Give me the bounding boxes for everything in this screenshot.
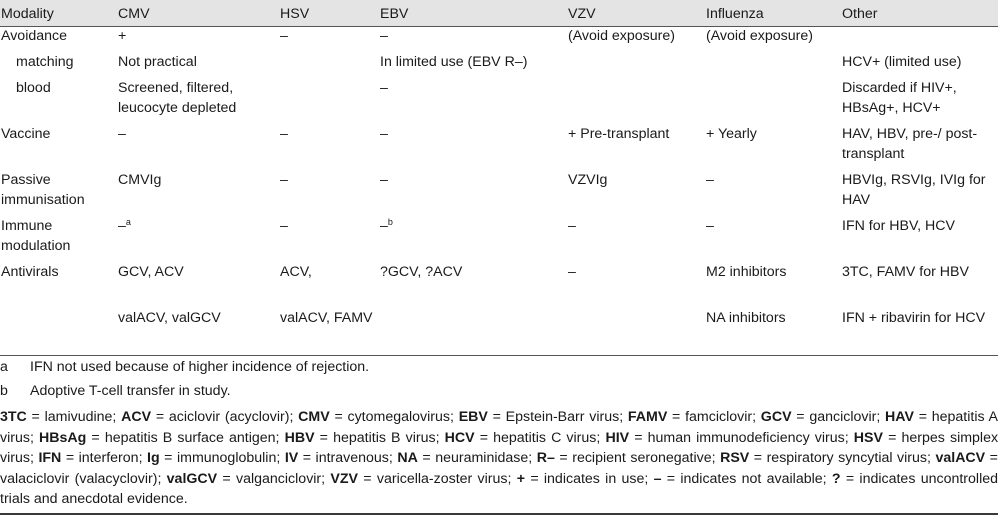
- modality-cell: [0, 308, 118, 354]
- col-header: Other: [842, 6, 878, 22]
- cell-text: + Yearly: [706, 126, 757, 142]
- table-cell: [118, 124, 280, 170]
- cell-text: In limited use (EBV R–): [380, 54, 528, 70]
- table-cell: [706, 308, 842, 354]
- table-cell: [380, 78, 568, 124]
- col-header: CMV: [118, 6, 150, 22]
- cell-text: (Avoid exposure): [568, 28, 675, 44]
- cell-text: –: [280, 172, 288, 188]
- abbrev-term: ?: [831, 470, 841, 487]
- table-cell: [842, 26, 998, 52]
- footnote-marker: a: [125, 217, 131, 227]
- abbrev-definition: indicates not available: [680, 470, 823, 487]
- abbrev-definition: indicates in use: [543, 470, 645, 487]
- cell-text: –: [280, 218, 288, 234]
- cell-text: –: [280, 28, 288, 44]
- cell-text: VZVIg: [568, 172, 608, 188]
- abbrev-definition: varicella-zoster virus: [376, 470, 508, 487]
- cell-text: + Pre-transplant: [568, 126, 670, 142]
- abbrev-definition: indicates uncontrolled trials and anecdotal evidence.: [0, 470, 998, 507]
- abbrev-term: Ig: [147, 450, 160, 466]
- cell-text: –: [380, 28, 388, 44]
- abbrev-term: HCV: [444, 429, 475, 446]
- abbrev-definition: immunoglobulin: [176, 450, 277, 466]
- cell-text: valACV, FAMV: [280, 310, 373, 326]
- abbrev-definition: valaciclovir (valacyclovir): [0, 470, 158, 487]
- abbrev-term: VZV: [330, 470, 358, 487]
- table-row: [0, 170, 998, 216]
- abbrev-definition: hepatitis A virus: [0, 409, 998, 446]
- cell-text: –: [706, 172, 714, 188]
- abbrev-definition: valganciclovir: [236, 470, 322, 487]
- cell-text: M2 inhibitors: [706, 264, 787, 280]
- cell-text: Discarded if HIV+, HBsAg+, HCV+: [842, 80, 957, 116]
- table-cell: [706, 170, 842, 216]
- table-cell: [842, 262, 998, 308]
- modality-cell: Avoidance: [1, 28, 67, 44]
- page-bottom-rule: [0, 513, 998, 515]
- footnote-text: IFN not used because of higher incidence of rejection.: [30, 359, 370, 375]
- table-cell: [706, 26, 842, 52]
- abbrev-term: HSV: [853, 429, 883, 446]
- table-row: [0, 52, 998, 78]
- cell-text: +: [118, 28, 127, 44]
- table-cell: [568, 78, 706, 124]
- table-cell: [380, 216, 568, 262]
- cell-text: –: [380, 80, 388, 96]
- table-cell: [842, 52, 998, 78]
- footnote-text: Adoptive T-cell transfer in study.: [30, 383, 231, 399]
- table-cell: [568, 308, 706, 354]
- abbrev-term: ACV: [121, 409, 152, 425]
- abbrev-term: RSV: [720, 450, 750, 466]
- abbrev-term: HBV: [284, 429, 315, 446]
- cell-text: ACV,: [280, 264, 312, 280]
- cell-text: (Avoid exposure): [706, 28, 813, 44]
- abbrev-definition: neuraminidase: [435, 450, 529, 466]
- table-cell: [568, 26, 706, 52]
- col-header: HSV: [280, 6, 310, 22]
- footnote-label: a: [0, 359, 8, 375]
- table-cell: [280, 26, 380, 52]
- footnote-a: [0, 357, 998, 377]
- table-cell: [380, 52, 568, 78]
- cell-text: GCV, ACV: [118, 264, 184, 280]
- abbrev-term: IV: [284, 450, 299, 466]
- cell-text: –: [118, 126, 126, 142]
- table-cell: [380, 262, 568, 308]
- cell-text: –: [568, 264, 576, 280]
- table-cell: [842, 170, 998, 216]
- col-header: EBV: [380, 6, 409, 22]
- table-cell: [280, 216, 380, 262]
- abbrev-term: valGCV: [166, 470, 218, 487]
- modality-cell: Vaccine: [1, 126, 51, 142]
- abbrev-definition: ganciclovir: [809, 409, 877, 425]
- modality-cell: Immune modulation: [1, 218, 71, 254]
- cell-text: HAV, HBV, pre-/ post-transplant: [842, 126, 978, 162]
- footnote-marker: b: [387, 217, 393, 227]
- abbrev-term: R–: [536, 450, 555, 466]
- col-header: VZV: [568, 6, 596, 22]
- modality-cell: matching: [16, 54, 74, 70]
- cell-text: –: [380, 172, 388, 188]
- table-cell: [568, 52, 706, 78]
- cell-text: –: [706, 218, 714, 234]
- footnote-label: b: [0, 383, 8, 399]
- table-cell: [118, 262, 280, 308]
- data-table: [0, 4, 998, 354]
- table-cell: [280, 308, 380, 354]
- table-cell: [118, 170, 280, 216]
- abbrev-definition: human immunodeficiency virus: [647, 429, 845, 446]
- abbrev-term: CMV: [298, 409, 330, 425]
- abbrev-term: +: [516, 470, 526, 487]
- cell-text: HCV+ (limited use): [842, 54, 962, 70]
- abbrev-definition: famciclovir: [685, 409, 753, 425]
- abbrev-term: HBsAg: [39, 429, 87, 446]
- cell-text: NA inhibitors: [706, 310, 786, 326]
- table-cell: [706, 52, 842, 78]
- abbrev-definition: aciclovir (acyclovir): [168, 409, 290, 425]
- cell-text: valACV, valGCV: [118, 310, 221, 326]
- table-cell: [842, 124, 998, 170]
- abbrev-definition: interferon: [78, 450, 139, 466]
- cell-text: CMVIg: [118, 172, 162, 188]
- abbrev-term: HIV: [605, 429, 630, 446]
- table-row: [0, 78, 998, 124]
- table-row: [0, 216, 998, 262]
- table-cell: [118, 52, 280, 78]
- table-cell: [380, 124, 568, 170]
- table-bottom-rule: [0, 355, 998, 356]
- abbrev-definition: intravenous: [315, 450, 389, 466]
- table-row: [0, 26, 998, 52]
- col-header: Influenza: [706, 6, 764, 22]
- abbrev-term: EBV: [458, 409, 488, 425]
- table-cell: [568, 262, 706, 308]
- abbrev-definition: lamivudine: [44, 409, 113, 425]
- modality-cell: Passive immunisation: [1, 172, 85, 208]
- cell-text: 3TC, FAMV for HBV: [842, 264, 969, 280]
- table-cell: [842, 216, 998, 262]
- table-cell: [280, 170, 380, 216]
- cell-text: –: [118, 218, 126, 234]
- modality-cell: Antivirals: [1, 264, 59, 280]
- table-row: [0, 262, 998, 308]
- cell-text: HBVIg, RSVIg, IVIg for HAV: [842, 172, 986, 208]
- abbrev-definition: hepatitis B surface antigen: [104, 429, 276, 446]
- cell-text: Screened, filtered, leucocyte depleted: [118, 80, 237, 116]
- table-cell: [706, 216, 842, 262]
- cell-text: Not practical: [118, 54, 197, 70]
- abbrev-definition: cytomegalovirus: [347, 409, 450, 425]
- cell-text: –: [568, 218, 576, 234]
- cell-text: –: [280, 126, 288, 142]
- table-cell: [568, 216, 706, 262]
- table-cell: [842, 308, 998, 354]
- abbrev-definition: hepatitis C virus: [493, 429, 597, 446]
- footnote-b: [0, 381, 998, 401]
- modality-cell: blood: [16, 80, 51, 96]
- table-cell: [706, 78, 842, 124]
- table-cell: [568, 124, 706, 170]
- abbrev-definition: hepatitis B virus: [333, 429, 436, 446]
- abbrev-term: –: [653, 470, 662, 487]
- cell-text: IFN for HBV, HCV: [842, 218, 956, 234]
- cell-text: ?GCV, ?ACV: [380, 264, 463, 280]
- table-cell: [280, 124, 380, 170]
- cell-text: IFN + ribavirin for HCV: [842, 310, 986, 326]
- table-cell: [380, 170, 568, 216]
- abbrev-definition: Epstein-Barr virus: [505, 409, 620, 425]
- abbreviations-paragraph: 3TC = lamivudine; ACV = aciclovir (acyclovir); CMV = cytomegalovirus; EBV = Epstein-Barr virus; FAMV = famciclovir; GCV = ganciclovir; HAV = hepatitis A virus; HBsAg = hepatitis B surface antigen; HBV = hepatitis B virus; HCV = hepatitis C virus; HIV = human immunodeficiency virus; HSV = herpes simplex virus; IFN = interferon; Ig = immunoglobulin; IV = intravenous; NA = neuraminidase; R– = recipient seronegative; RSV = respiratory syncytial virus; valACV = valaciclovir (valacyclovir); valGCV = valganciclovir; VZV = varicella-zoster virus; + = indicates in use; – = indicates not available; ? = indicates uncontrolled trials and anecdotal evidence.: [0, 409, 998, 507]
- table-cell: [380, 308, 568, 354]
- table-cell: [842, 78, 998, 124]
- table-cell: [706, 262, 842, 308]
- table-cell: [280, 262, 380, 308]
- cell-text: –: [380, 126, 388, 142]
- table-cell: [118, 308, 280, 354]
- cell-text: –: [380, 218, 388, 234]
- abbrev-term: IFN: [38, 450, 62, 466]
- abbrev-definition: herpes simplex virus: [0, 429, 998, 466]
- abbrev-definition: respiratory syncytial virus: [766, 450, 927, 466]
- table-row: [0, 124, 998, 170]
- abbrev-term: HAV: [885, 409, 914, 425]
- table-cell: [118, 216, 280, 262]
- table-cell: [280, 52, 380, 78]
- abbrev-definition: recipient seronegative: [572, 450, 712, 466]
- abbrev-term: 3TC: [0, 409, 27, 425]
- table-row: [0, 308, 998, 354]
- abbrev-term: FAMV: [627, 409, 668, 425]
- table-cell: [706, 124, 842, 170]
- abbrev-term: GCV: [760, 409, 792, 425]
- abbrev-term: valACV: [935, 450, 986, 466]
- table-cell: [118, 26, 280, 52]
- table-cell: [380, 26, 568, 52]
- table-cell: [568, 170, 706, 216]
- table-cell: [118, 78, 280, 124]
- col-header: Modality: [1, 6, 54, 22]
- header-row: [0, 4, 998, 26]
- table-cell: [280, 78, 380, 124]
- abbrev-term: NA: [397, 450, 418, 466]
